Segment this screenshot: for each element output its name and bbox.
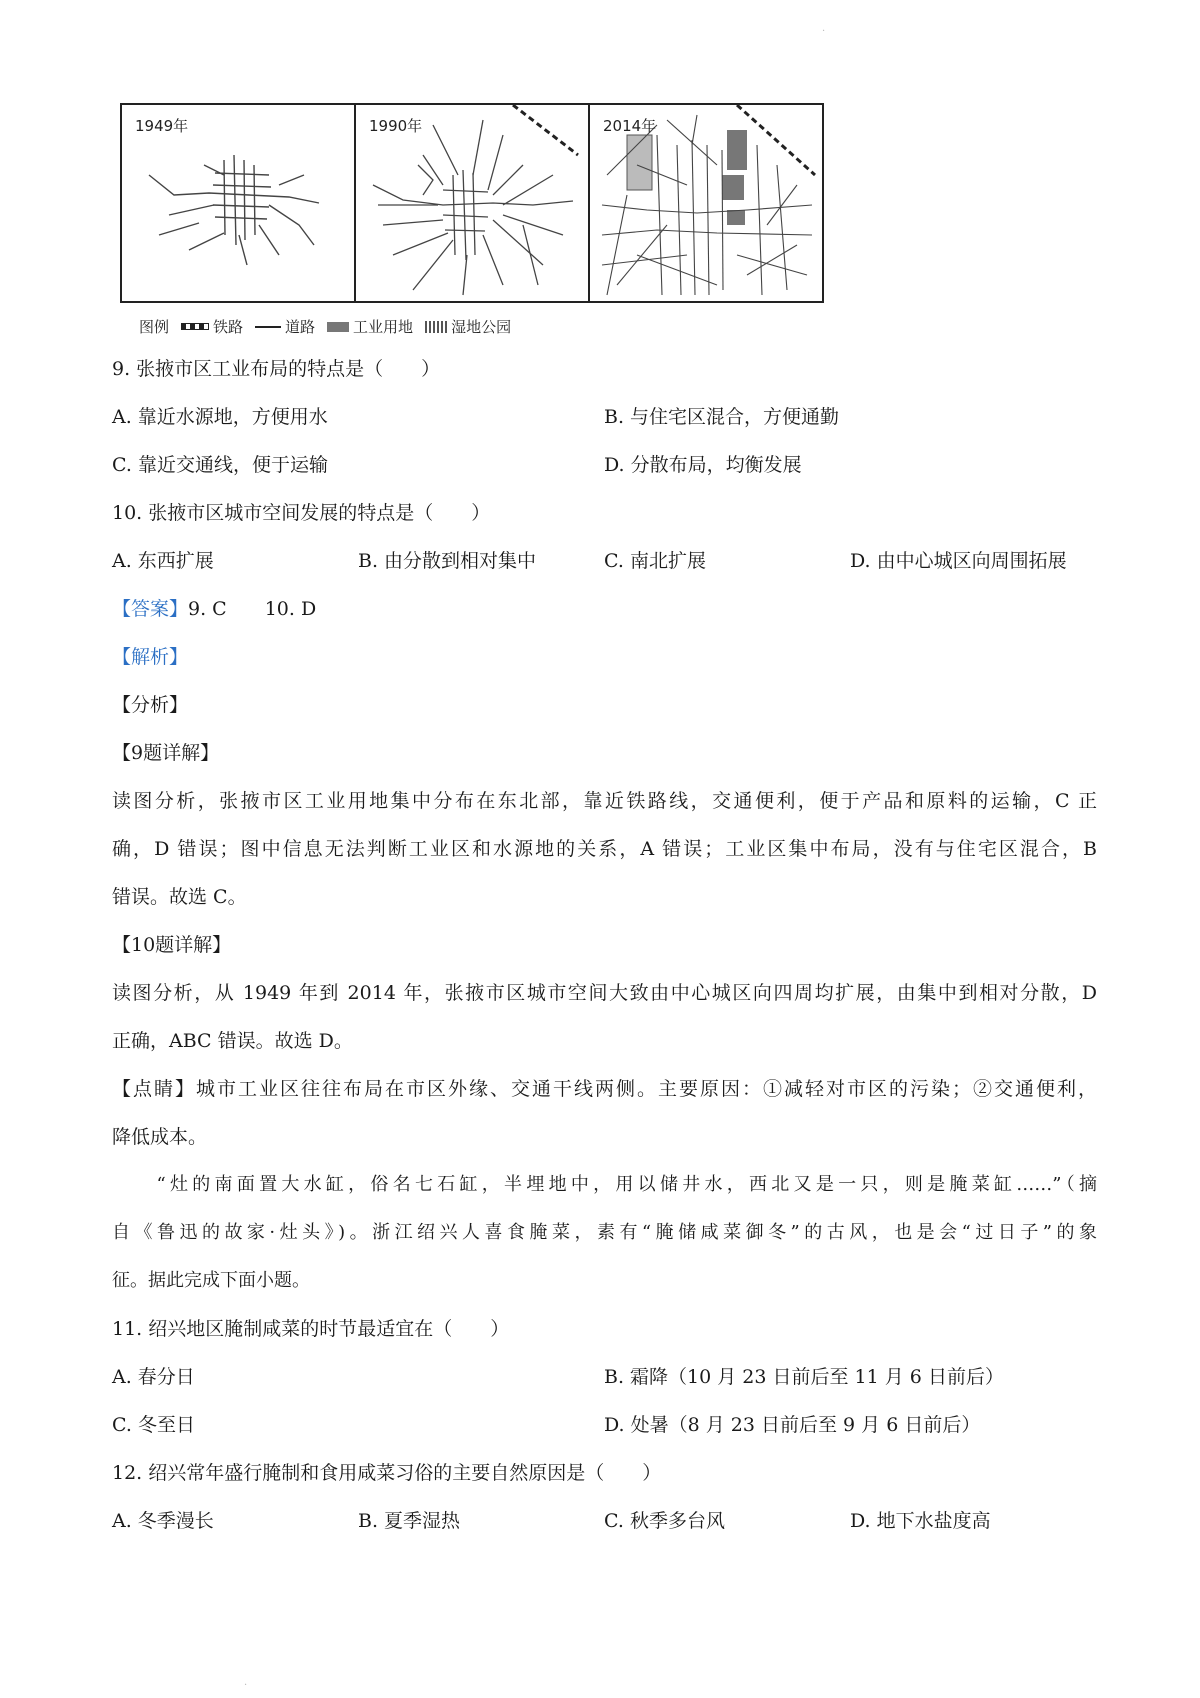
dianjing-line: 【点睛】城市工业区往往布局在市区外缘、交通干线两侧。主要原因：①减轻对市区的污染；②交通便利，	[112, 1078, 1097, 1100]
legend-item-wetland	[425, 316, 511, 337]
map-panel-1949	[122, 105, 356, 301]
map-year-label: 1949年	[135, 117, 189, 135]
question-12-stem: 12. 绍兴常年盛行腌制和食用咸菜习俗的主要自然原因是（ ）	[112, 1462, 662, 1484]
fenxi-heading: 【分析】	[112, 694, 189, 716]
road-symbol-icon	[255, 326, 281, 328]
question-9-stem: 9. 张掖市区工业布局的特点是（ ）	[112, 358, 441, 380]
industrial-land-area	[727, 210, 745, 225]
city-maps-figure	[120, 103, 824, 303]
scan-dot: ·	[822, 26, 826, 37]
industrial-land-area	[727, 130, 747, 170]
legend-item-railway	[181, 316, 243, 337]
question-9-option-b: B. 与住宅区混合，方便通勤	[604, 406, 840, 428]
scan-dot: ·	[244, 1680, 248, 1691]
map-panel-2014	[590, 105, 822, 301]
question-12-option-b: B. 夏季湿热	[358, 1510, 461, 1532]
wetland-symbol-icon	[425, 321, 447, 333]
question-9-option-a: A. 靠近水源地，方便用水	[112, 406, 328, 428]
legend-label: 道路	[285, 318, 316, 336]
railway-symbol-icon	[181, 323, 209, 330]
question-9-option-c: C. 靠近交通线，便于运输	[112, 454, 328, 476]
question-11-option-b: B. 霜降（10 月 23 日前后至 11 月 6 日前后）	[604, 1366, 1004, 1388]
detail-9-line: 读图分析，张掖市区工业用地集中分布在东北部，靠近铁路线，交通便利，便于产品和原料的运输，C 正	[112, 790, 1097, 812]
question-10-option-b: B. 由分散到相对集中	[358, 550, 537, 572]
question-10-option-d: D. 由中心城区向周围拓展	[850, 550, 1067, 572]
legend-label: 工业用地	[353, 318, 414, 336]
answer-line	[112, 597, 316, 621]
question-10-stem: 10. 张掖市区城市空间发展的特点是（ ）	[112, 502, 491, 524]
detail-9-line: 确，D 错误；图中信息无法判断工业区和水源地的关系，A 错误；工业区集中布局，没有与住宅区混合，B	[112, 838, 1097, 860]
legend-title: 图例	[139, 318, 170, 336]
map-panel-1990	[356, 105, 590, 301]
question-11-option-d: D. 处暑（8 月 23 日前后至 9 月 6 日前后）	[604, 1414, 981, 1436]
question-10-option-a: A. 东西扩展	[112, 550, 214, 572]
jiexi-tag: 【解析】	[112, 646, 189, 668]
question-9-option-d: D. 分散布局，均衡发展	[604, 454, 802, 476]
passage-line: “灶的南面置大水缸，俗名七石缸，半埋地中，用以储井水，西北又是一只，则是腌菜缸……”（摘	[112, 1174, 1097, 1195]
map-year-label: 2014年	[603, 117, 657, 135]
question-10-option-c: C. 南北扩展	[604, 550, 706, 572]
legend-item-road	[255, 316, 315, 337]
question-11-option-a: A. 春分日	[112, 1366, 195, 1388]
detail-9-title: 【9题详解】	[112, 742, 220, 764]
answer-text: 9. C 10. D	[188, 598, 317, 620]
question-12-option-d: D. 地下水盐度高	[850, 1510, 991, 1532]
passage-line: 自《鲁迅的故家·灶头》)。浙江绍兴人喜食腌菜，素有“腌储咸菜御冬”的古风，也是会“过日子”的象	[112, 1222, 1097, 1243]
industrial-symbol-icon	[327, 322, 349, 332]
question-11-option-c: C. 冬至日	[112, 1414, 195, 1436]
legend-item-industrial	[327, 316, 413, 337]
passage-line: 征。据此完成下面小题。	[112, 1270, 310, 1291]
legend-label: 湿地公园	[451, 318, 512, 336]
map-legend	[139, 316, 511, 337]
detail-9-line: 错误。故选 C。	[112, 886, 247, 908]
answer-tag: 【答案】	[112, 598, 189, 620]
detail-10-line: 读图分析，从 1949 年到 2014 年，张掖市区城市空间大致由中心城区向四周均扩展，由集中到相对分散，D	[112, 982, 1097, 1004]
dianjing-line: 降低成本。	[112, 1126, 208, 1148]
question-12-option-c: C. 秋季多台风	[604, 1510, 725, 1532]
industrial-land-area	[722, 175, 744, 200]
legend-label: 铁路	[213, 318, 244, 336]
question-12-option-a: A. 冬季漫长	[112, 1510, 214, 1532]
detail-10-title: 【10题详解】	[112, 934, 232, 956]
question-11-stem: 11. 绍兴地区腌制咸菜的时节最适宜在（ ）	[112, 1318, 510, 1340]
map-year-label: 1990年	[369, 117, 423, 135]
detail-10-line: 正确，ABC 错误。故选 D。	[112, 1030, 353, 1052]
